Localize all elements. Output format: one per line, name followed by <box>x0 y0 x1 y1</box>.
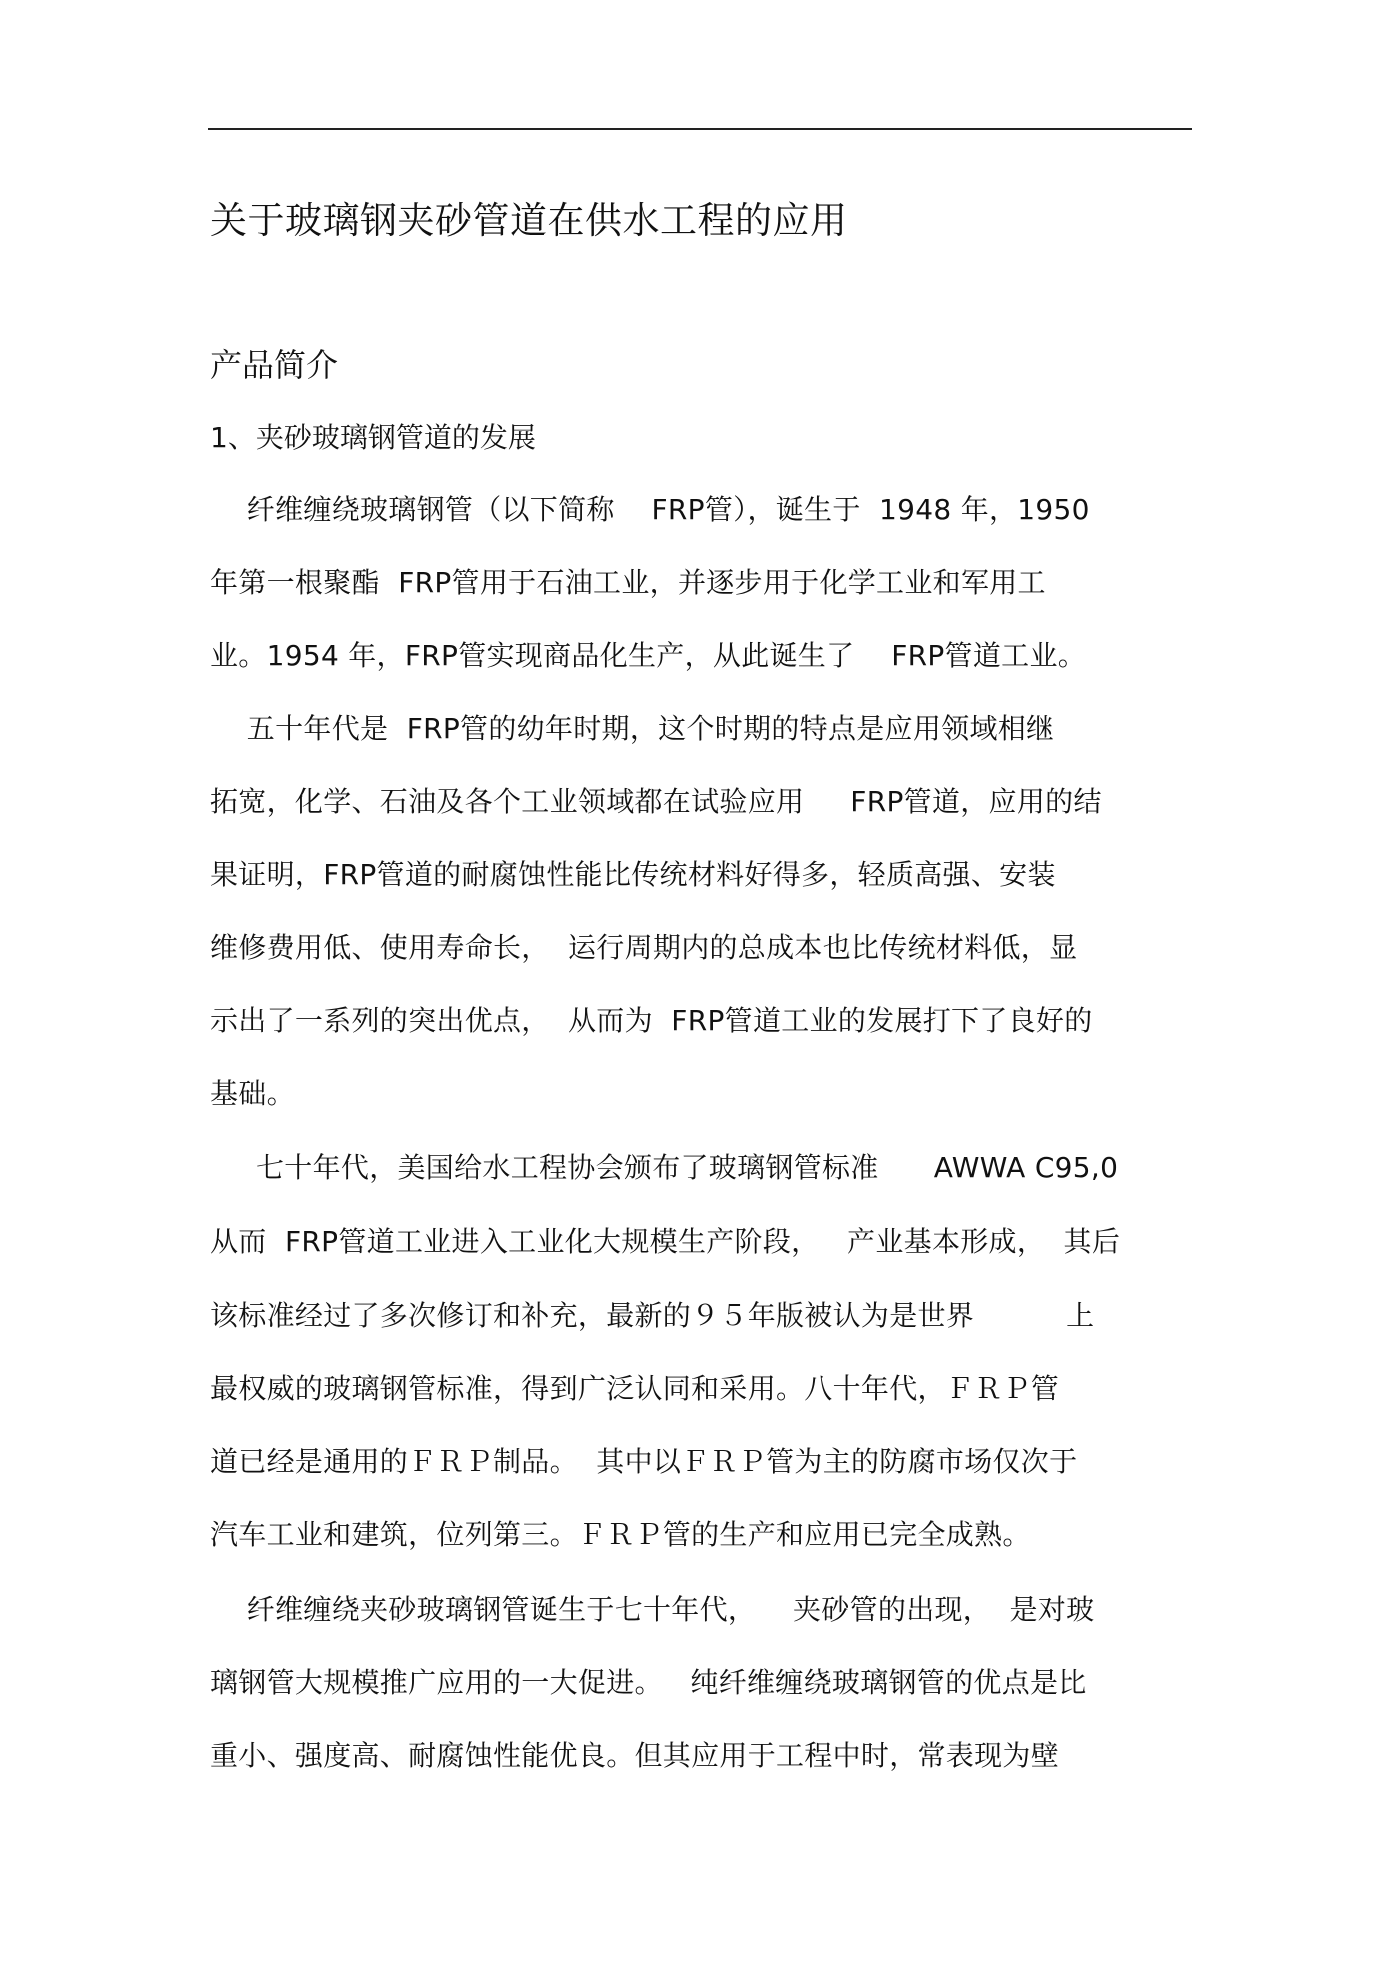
body-line: 重小、强度高、耐腐蚀性能优良。但其应用于工程中时，常表现为壁 <box>210 1739 1060 1772</box>
body-line: 汽车工业和建筑，位列第三。ＦＲＰ管的生产和应用已完全成熟。 <box>210 1518 1031 1551</box>
body-line: 从而 FRP管道工业进入工业化大规模生产阶段， 产业基本形成， 其后 <box>210 1225 1121 1258</box>
header-rule <box>208 128 1192 130</box>
section-heading: 产品简介 <box>210 346 339 384</box>
body-line: 纤维缠绕玻璃钢管（以下简称 FRP管），诞生于 1948 年，1950 <box>210 493 1090 526</box>
body-line: 该标准经过了多次修订和补充，最新的９５年版被认为是世界 上 <box>210 1299 1095 1332</box>
body-line: 年第一根聚酯 FRP管用于石油工业，并逐步用于化学工业和军用工 <box>210 566 1046 599</box>
body-line: 璃钢管大规模推广应用的一大促进。 纯纤维缠绕玻璃钢管的优点是比 <box>210 1666 1087 1699</box>
body-line: 维修费用低、使用寿命长， 运行周期内的总成本也比传统材料低，显 <box>210 931 1078 964</box>
body-line: 果证明，FRP管道的耐腐蚀性能比传统材料好得多，轻质高强、安装 <box>210 858 1056 891</box>
document-title: 关于玻璃钢夹砂管道在供水工程的应用 <box>210 199 848 242</box>
body-line: 七十年代，美国给水工程协会颁布了玻璃钢管标准 AWWA C95,0 <box>210 1151 1119 1184</box>
body-line: 拓宽，化学、石油及各个工业领域都在试验应用 FRP管道，应用的结 <box>210 785 1102 818</box>
body-line: 业。1954 年，FRP管实现商品化生产，从此诞生了 FRP管道工业。 <box>210 639 1087 672</box>
sub-heading: 1、夹砂玻璃钢管道的发展 <box>210 421 536 454</box>
body-line: 最权威的玻璃钢管标准，得到广泛认同和采用。八十年代，ＦＲＰ管 <box>210 1372 1060 1405</box>
body-line: 示出了一系列的突出优点， 从而为 FRP管道工业的发展打下了良好的 <box>210 1004 1093 1037</box>
body-line: 基础。 <box>210 1077 295 1110</box>
body-line: 纤维缠绕夹砂玻璃钢管诞生于七十年代， 夹砂管的出现， 是对玻 <box>210 1593 1095 1626</box>
body-line: 道已经是通用的ＦＲＰ制品。 其中以ＦＲＰ管为主的防腐市场仅次于 <box>210 1445 1078 1478</box>
body-line: 五十年代是 FRP管的幼年时期，这个时期的特点是应用领域相继 <box>210 712 1055 745</box>
